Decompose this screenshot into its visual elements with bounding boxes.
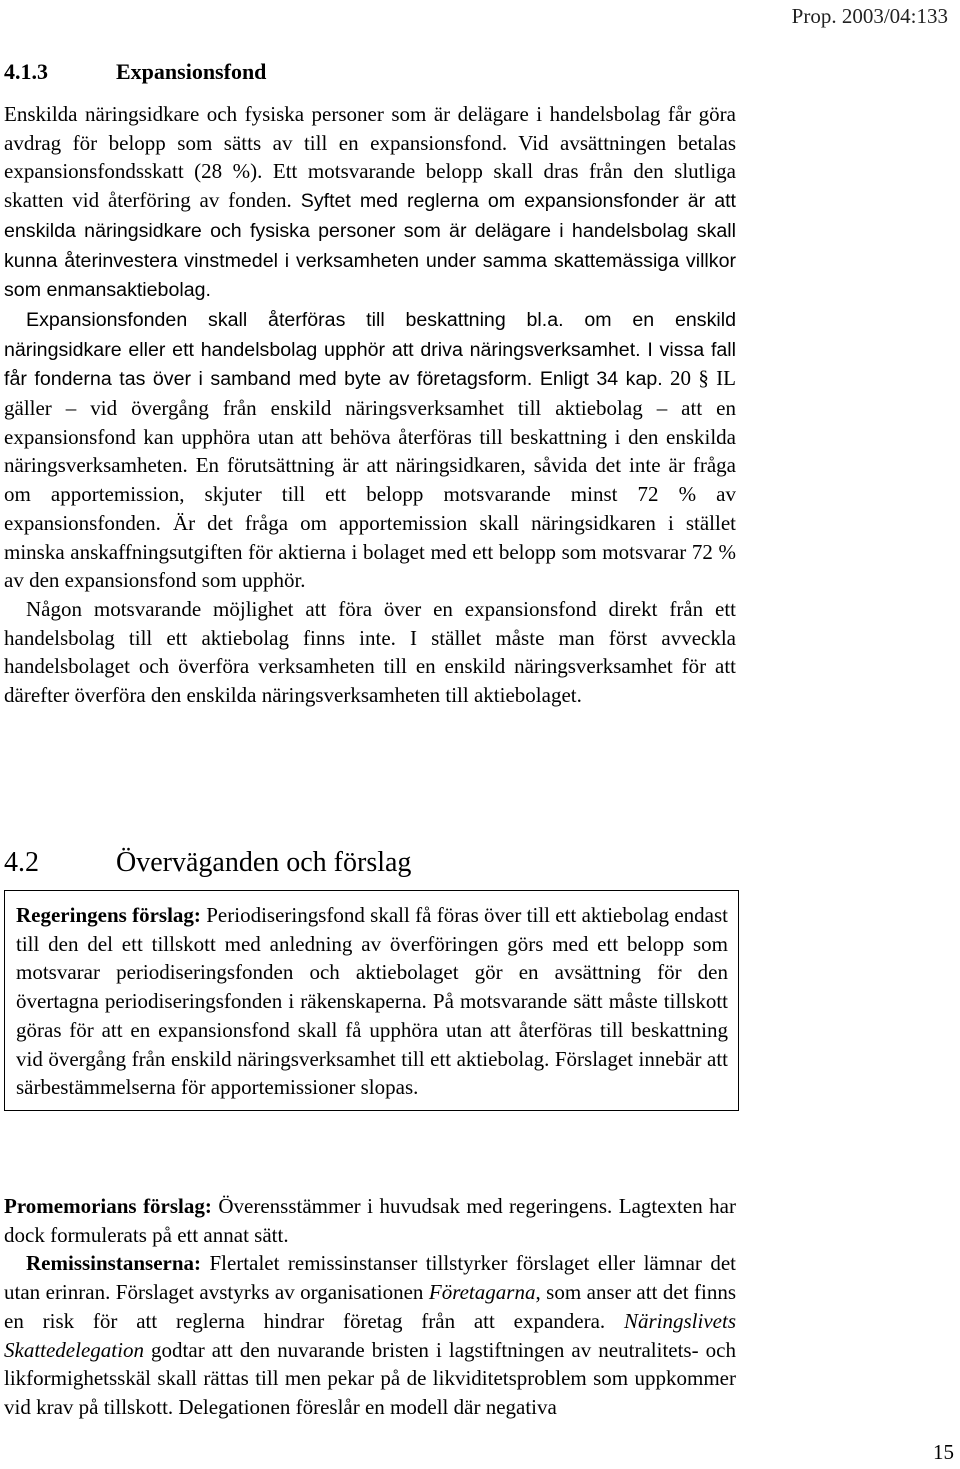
paragraph-expansionsfond-intro xyxy=(4,100,736,305)
proposal-label: Regeringens förslag: xyxy=(16,903,201,927)
government-proposal-paragraph xyxy=(16,901,728,1102)
memo-proposal-paragraph xyxy=(4,1192,736,1249)
remiss-text: Flertalet remissinstanser tillstyrker förslaget eller lämnar det utan erinran. Förslaget avstyrks av organisationen xyxy=(4,1251,736,1305)
paragraph-aterforing xyxy=(4,305,736,595)
page-number: 15 xyxy=(933,1440,954,1464)
proposal-text: Periodiseringsfond skall få föras över till ett aktiebolag endast till den del ett tillskott med anledning av överföringen görs med ett belopp som motsvarar periodiseringsfonden och aktiebolaget gör en avsättning för den övertagna periodiseringsfonden i räkenskaperna. På motsvarande sätt måste tillskott göras för att en expansionsfond skall få upphöra utan att återföras till beskattning vid övergång från enskild näringsverksamhet till ett aktiebolag. Förslaget innebär att särbestämmelserna för apportemissioner slopas. xyxy=(16,903,728,1100)
remiss-label: Remissinstanserna: xyxy=(26,1251,202,1276)
paragraph-sans-part: Syftet med reglerna om expansionsfonder är att enskilda näringsidkare och fysiska personer som är delägare i handelsbolag skall kunna återinvestera vinstmedel i verksamheten under samma skattemässiga villkor som enmansaktiebolag. xyxy=(4,190,736,302)
section-number: 4.2 xyxy=(4,847,39,878)
section-title: Expansionsfond xyxy=(116,59,267,84)
remiss-paragraph xyxy=(4,1249,736,1421)
section-heading-4-1-3 xyxy=(4,58,266,86)
section-title: Överväganden och förslag xyxy=(116,847,412,878)
paragraph-handelsbolag: Någon motsvarande möjlighet att föra över en expansionsfond direkt från ett handelsbolag till ett aktiebolag finns inte. I stället måste man först avveckla handelsbolaget och överföra verksamheten till en enskild näringsverksamhet för att därefter överföra den enskilda näringsverksamheten till aktiebolaget. xyxy=(4,596,736,708)
paragraph-sans-part: Expansionsfonden skall återföras till beskattning bl.a. om en enskild näringsidkare eller ett handelsbolag upphör att driva näringsverksamhet. I vissa fall får fonderna tas över i samband med byte av företagsform. Enligt 34 kap. xyxy=(4,308,736,391)
section-heading-4-2 xyxy=(4,846,411,880)
section-number: 4.1.3 xyxy=(4,59,48,84)
paragraph-serif-part: 20 § IL gäller – vid övergång från enskild näringsverksamhet till aktiebolag – att en expansionsfond kan upphöra utan att behöva återföras till beskattning i den enskilda näringsverksamheten. En förutsättning är att näringsidkaren, såvida det inte är fråga om apportemission, skjuter till ett belopp motsvarande minst 72 % av expansionsfonden. Är det fråga om apportemission skall näringsidkaren i stället minska anskaffningsutgiften för aktierna i bolaget med ett belopp som motsvarar 72 % av den expansionsfond som upphör. xyxy=(4,366,736,593)
section-4-2-body xyxy=(4,1192,736,1422)
government-proposal-box xyxy=(4,890,739,1111)
organisation-name: Företagarna xyxy=(428,1280,536,1305)
header-proposition-reference: Prop. 2003/04:133 xyxy=(791,4,948,28)
organisation-name: Näringslivets Skattedelegation xyxy=(4,1308,736,1362)
memo-text: Överensstämmer i huvudsak med regeringens. Lagtexten har dock formulerats på ett annat sätt. xyxy=(4,1194,736,1247)
remiss-text: godtar att den nuvarande bristen i lagstiftningen av neutralitets- och likformighetsskäl skall rättas till men pekar på de likviditetsproblem som uppkommer vid krav på tillskott. Delegationen föreslår en modell där negativa xyxy=(4,1337,736,1419)
section-4-1-3-body xyxy=(4,100,736,710)
memo-label: Promemorians förslag: xyxy=(4,1194,212,1218)
paragraph-serif-part: Enskilda näringsidkare och fysiska personer som är delägare i handelsbolag får göra avdrag för belopp som sätts av till en expansionsfond. Vid avsättningen betalas expansionsfondsskatt (28 %). Ett motsvarande belopp skall dras från den slutliga skatten vid återföring av fonden. xyxy=(4,102,736,213)
remiss-text: , som anser att det finns en risk för att reglerna hindrar företag från att expandera. xyxy=(4,1280,736,1333)
